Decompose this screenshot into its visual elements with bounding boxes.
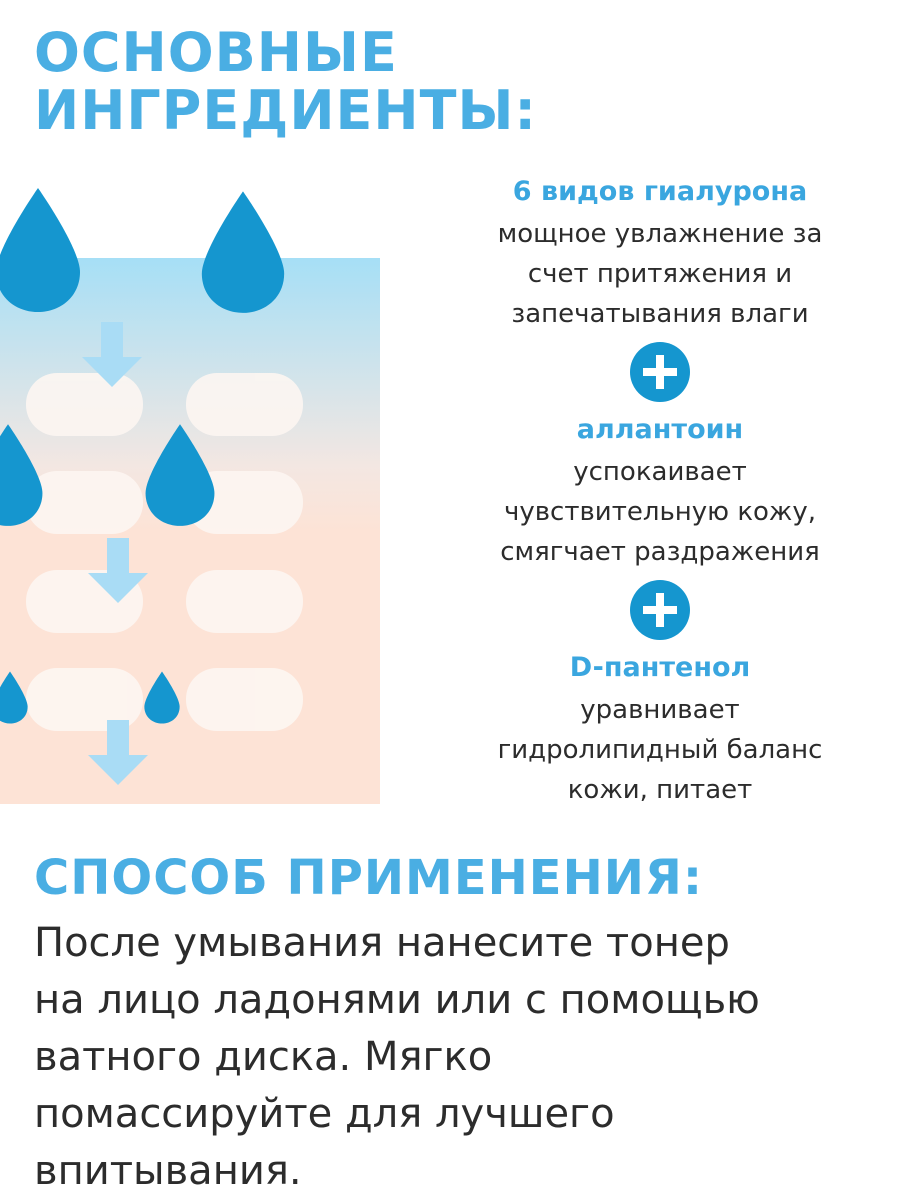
usage-heading: СПОСОБ ПРИМЕНЕНИЯ: — [34, 850, 704, 906]
description-line: запечатывания влаги — [511, 299, 809, 329]
water-drop-icon — [0, 188, 80, 312]
ingredients-heading-line-2: ИНГРЕДИЕНТЫ: — [34, 79, 538, 142]
ingredient-title: аллантоин — [576, 414, 744, 445]
water-drop-icon — [202, 191, 284, 313]
usage-instructions — [34, 915, 894, 1200]
ingredient-description — [420, 452, 900, 572]
ingredient-item-panthenol — [420, 648, 900, 810]
description-line: кожи, питает — [567, 775, 753, 805]
description-line: смягчает раздражения — [500, 537, 820, 567]
description-line: успокаивает — [573, 457, 747, 487]
usage-line: После умывания нанесите тонер — [34, 920, 730, 966]
ingredient-item-allantoin — [420, 410, 900, 572]
description-line: гидролипидный баланс — [497, 735, 823, 765]
usage-line: ватного диска. Мягко — [34, 1034, 493, 1080]
usage-line: на лицо ладонями или с помощью — [34, 977, 760, 1023]
description-line: уравнивает — [580, 695, 740, 725]
ingredient-item-hyaluron — [420, 172, 900, 334]
skin-layers-illustration — [0, 180, 400, 820]
ingredient-description — [420, 214, 900, 334]
ingredient-description — [420, 690, 900, 810]
ingredients-heading — [34, 21, 734, 142]
usage-line: впитывания. — [34, 1148, 302, 1194]
description-line: чувствительную кожу, — [503, 497, 817, 527]
description-line: мощное увлажнение за — [497, 219, 823, 249]
plus-circle-icon — [630, 342, 690, 402]
plus-circle-icon — [630, 580, 690, 640]
ingredient-title: D-пантенол — [569, 652, 751, 683]
usage-line: помассируйте для лучшего — [34, 1091, 615, 1137]
plus-separator — [420, 572, 900, 648]
ingredients-heading-line-1: ОСНОВНЫЕ — [34, 21, 398, 84]
description-line: счет притяжения и — [527, 259, 793, 289]
ingredient-title: 6 видов гиалурона — [512, 176, 808, 207]
plus-separator — [420, 334, 900, 410]
ingredients-list — [420, 172, 900, 810]
